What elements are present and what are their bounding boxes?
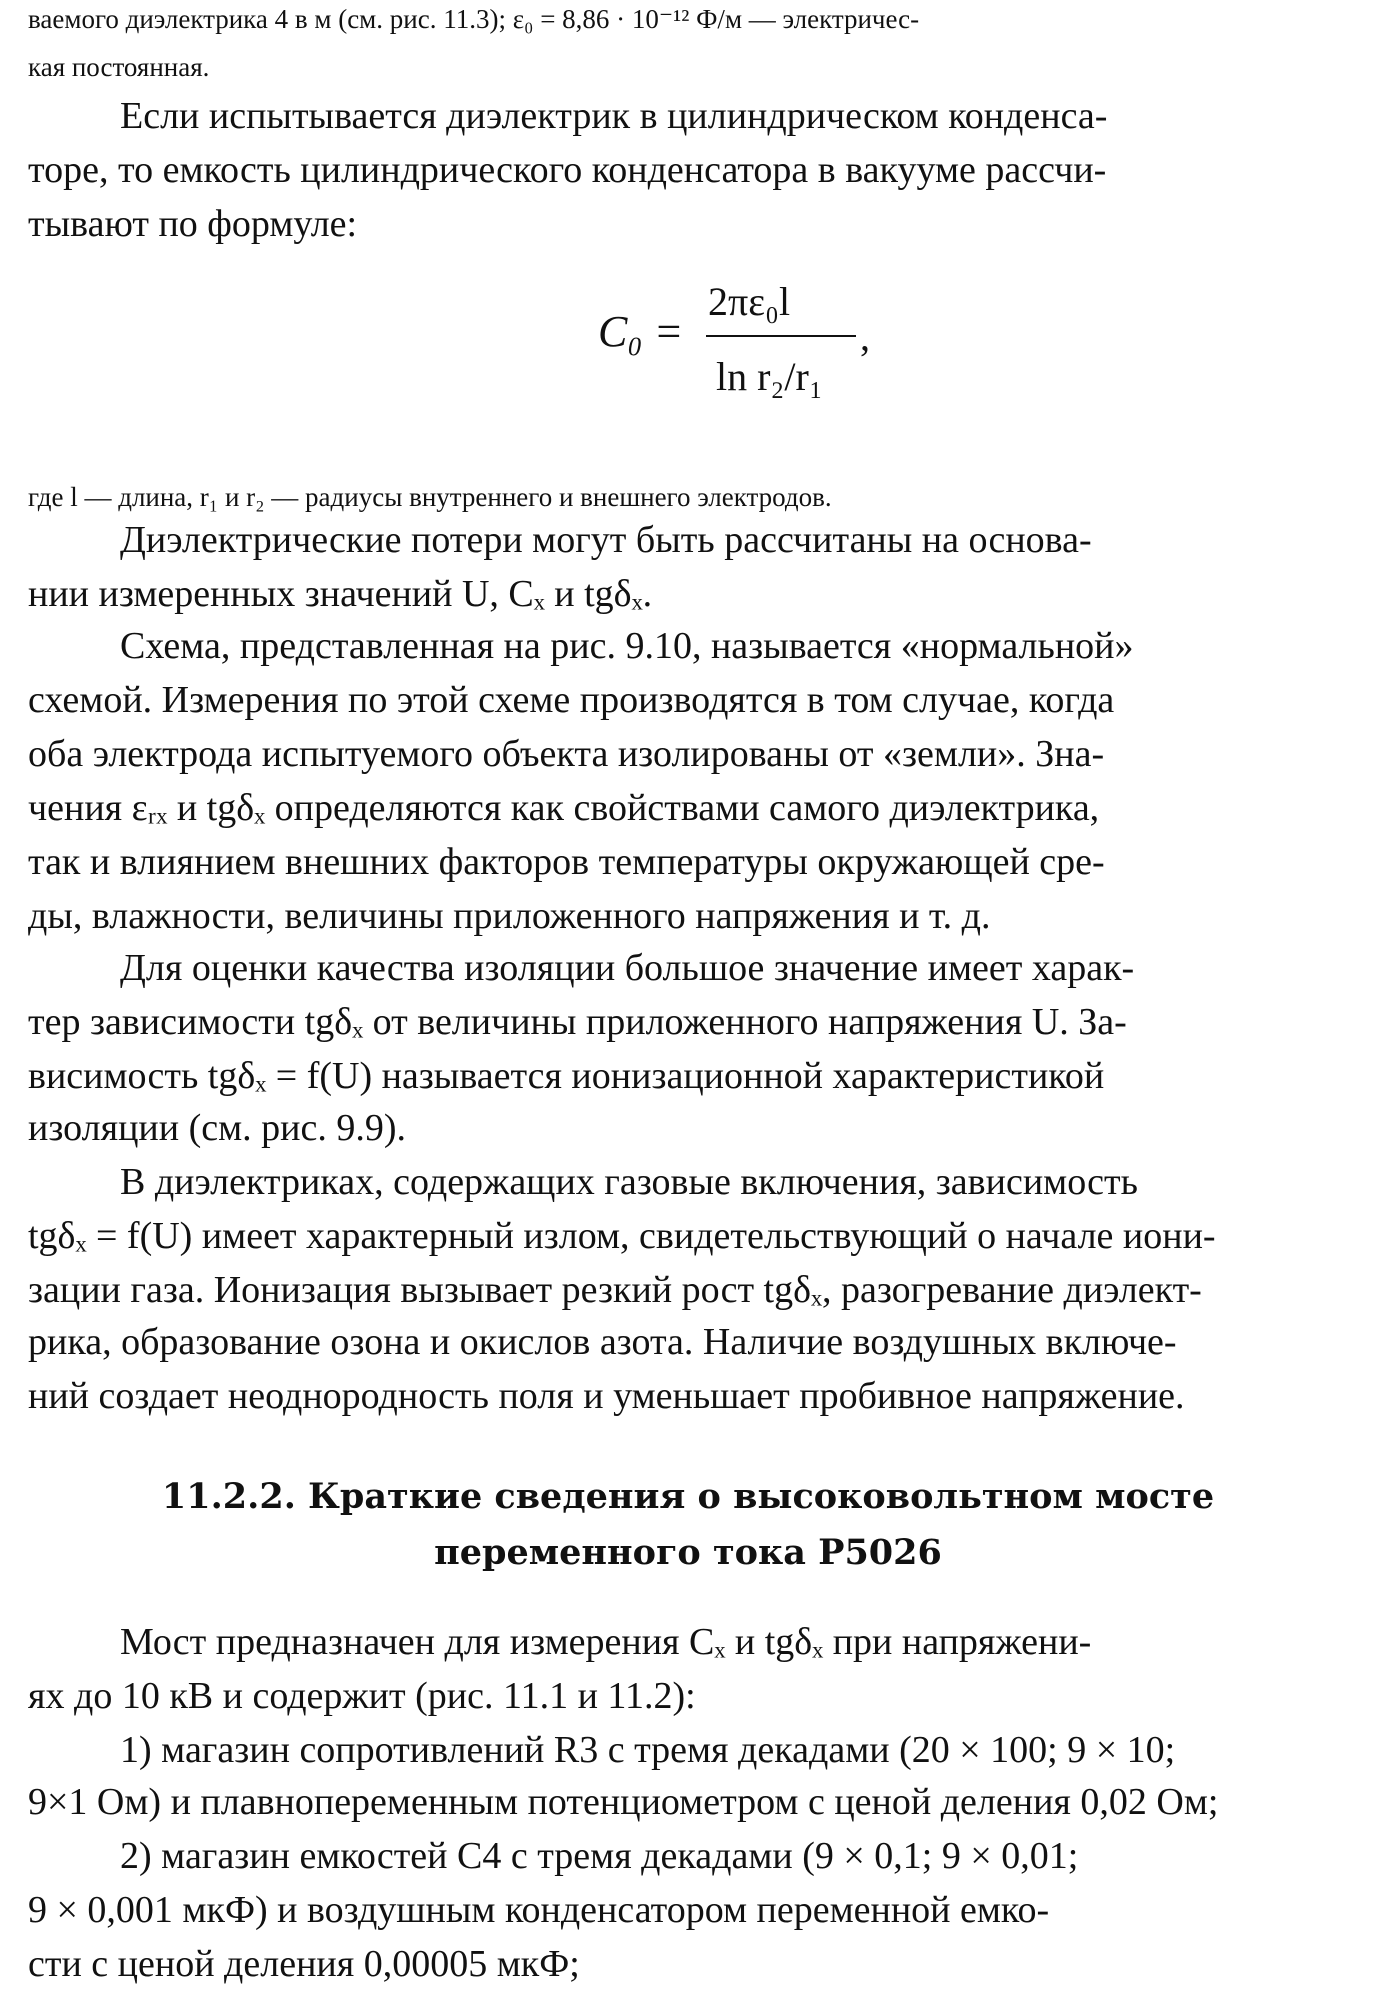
- text-line: кая постоянная.: [28, 52, 210, 82]
- formula-comma: ,: [860, 314, 870, 359]
- text-line: висимость tgδₓ = f(U) называется ионизационной характеристикой: [28, 1055, 1105, 1097]
- text-line: тывают по формуле:: [28, 203, 358, 245]
- text-line: зации газа. Ионизация вызывает резкий рост tgδₓ, разогревание диэлект-: [28, 1269, 1202, 1311]
- text-line: торе, то емкость цилиндрического конденсатора в вакууме рассчи-: [28, 149, 1107, 191]
- text-line: Схема, представленная на рис. 9.10, называется «нормальной»: [120, 625, 1134, 667]
- text-line: 9×1 Ом) и плавнопеременным потенциометром с ценой деления 0,02 Ом;: [28, 1781, 1219, 1823]
- fraction-bar: [706, 335, 856, 337]
- text-line: так и влиянием внешних факторов температуры окружающей сре-: [28, 841, 1105, 883]
- text-line: Если испытывается диэлектрик в цилиндрическом конденса-: [120, 95, 1108, 137]
- text-line: tgδₓ = f(U) имеет характерный излом, свидетельствующий о начале иони-: [28, 1215, 1216, 1257]
- capacitance-formula: [588, 258, 948, 458]
- text-line: 2) магазин емкостей C4 с тремя декадами (9 × 0,1; 9 × 0,01;: [120, 1835, 1079, 1877]
- text-line: тер зависимости tgδₓ от величины приложенного напряжения U. За-: [28, 1001, 1127, 1043]
- section-heading-line: переменного тока Р5026: [434, 1532, 942, 1573]
- text-line: Диэлектрические потери могут быть рассчитаны на основа-: [120, 519, 1092, 561]
- text-line: нии измеренных значений U, Cₓ и tgδₓ.: [28, 573, 653, 615]
- text-line: изоляции (см. рис. 9.9).: [28, 1107, 406, 1149]
- formula-lhs: C₀ =: [598, 307, 684, 356]
- text-line: рика, образование озона и окислов азота. Наличие воздушных включе-: [28, 1321, 1177, 1363]
- formula-numerator: 2πε₀l: [708, 279, 791, 324]
- formula-denominator: ln r₂/r₁: [716, 354, 823, 399]
- text-line: оба электрода испытуемого объекта изолированы от «земли». Зна-: [28, 733, 1105, 775]
- text-line: ях до 10 кВ и содержит (рис. 11.1 и 11.2):: [28, 1675, 696, 1717]
- text-line: 9 × 0,001 мкФ) и воздушным конденсатором переменной емко-: [28, 1889, 1050, 1931]
- text-line: чения εᵣₓ и tgδₓ определяются как свойствами самого диэлектрика,: [28, 787, 1100, 829]
- text-line: ды, влажности, величины приложенного напряжения и т. д.: [28, 895, 991, 937]
- text-line: сти с ценой деления 0,00005 мкФ;: [28, 1943, 580, 1985]
- text-line: Мост предназначен для измерения Cₓ и tgδₓ при напряжени-: [120, 1621, 1092, 1663]
- text-line: ний создает неоднородность поля и уменьшает пробивное напряжение.: [28, 1375, 1185, 1417]
- text-line: В диэлектриках, содержащих газовые включения, зависимость: [120, 1161, 1138, 1203]
- text-line: 1) магазин сопротивлений R3 с тремя декадами (20 × 100; 9 × 10;: [120, 1729, 1176, 1771]
- text-line: где l — длина, r₁ и r₂ — радиусы внутреннего и внешнего электродов.: [28, 482, 832, 512]
- text-line: ваемого диэлектрика 4 в м (см. рис. 11.3); ε₀ = 8,86 · 10⁻¹² Ф/м — электричес-: [28, 4, 920, 34]
- text-line: Для оценки качества изоляции большое значение имеет харак-: [120, 947, 1135, 989]
- section-heading-line: 11.2.2. Краткие сведения о высоковольтном мосте: [161, 1476, 1215, 1517]
- text-line: схемой. Измерения по этой схеме производятся в том случае, когда: [28, 679, 1115, 721]
